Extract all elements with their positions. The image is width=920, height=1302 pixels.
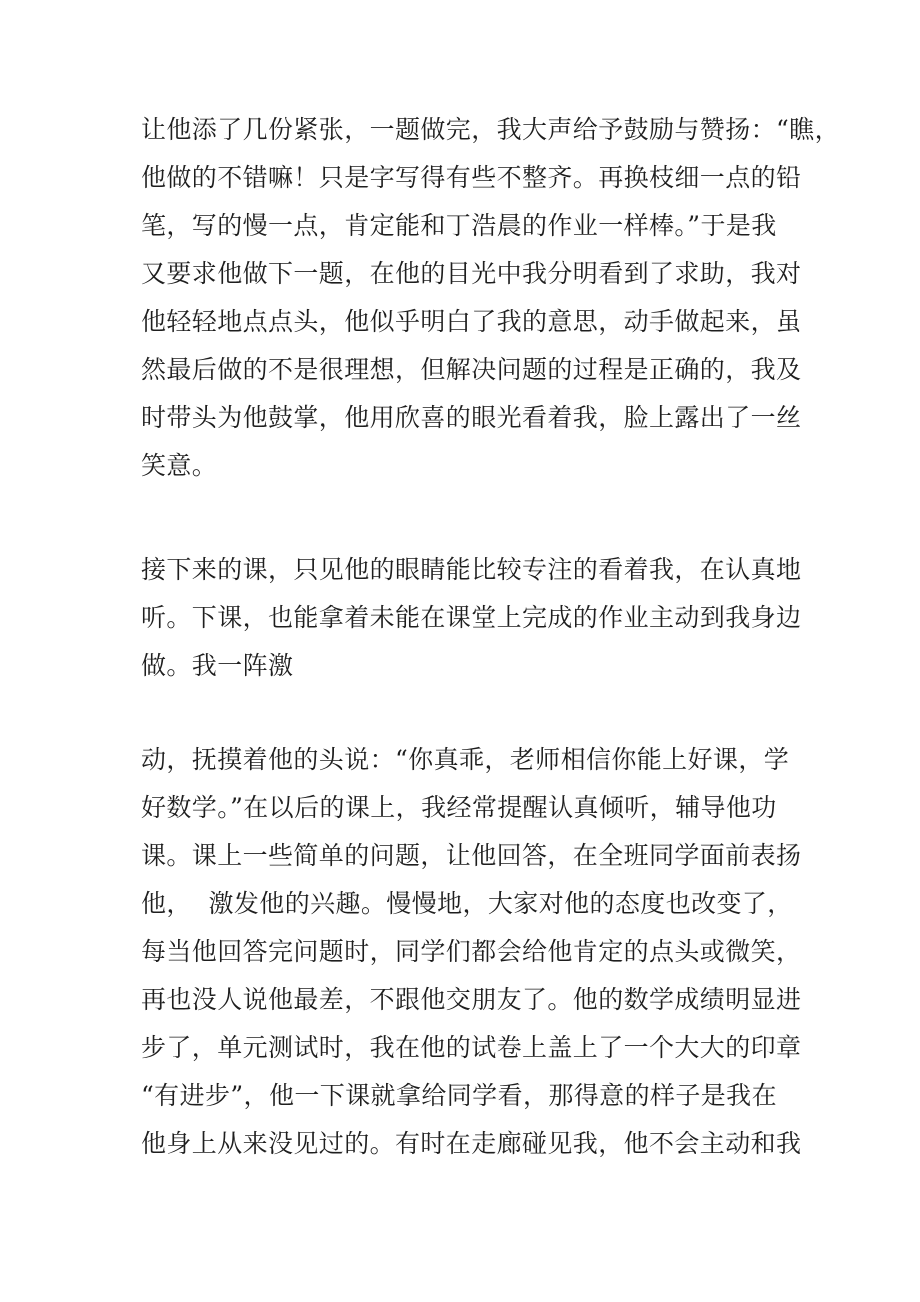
paragraph-3-line-9: 他身上从来没见过的。有时在走廊碰见我，他不会主动和我 bbox=[141, 1129, 802, 1158]
paragraph-2-line-1: 接下来的课，只见他的眼睛能比较专注的看着我，在认真地 bbox=[141, 555, 802, 584]
paragraph-1-line-1: 让他添了几份紧张，一题做完，我大声给予鼓励与赞扬：“瞧， bbox=[141, 115, 840, 144]
paragraph-3-line-1: 动，抚摸着他的头说：“你真乖，老师相信你能上好课，学 bbox=[141, 745, 790, 774]
paragraph-2-line-2: 听。下课，也能拿着未能在课堂上完成的作业主动到我身边 bbox=[141, 603, 802, 632]
paragraph-3-line-2: 好数学。”在以后的课上，我经常提醒认真倾听，辅导他功 bbox=[141, 793, 777, 822]
paragraph-2-line-3: 做。我一阵激 bbox=[141, 651, 294, 680]
paragraph-3-line-7: 步了，单元测试时，我在他的试卷上盖上了一个大大的印章 bbox=[141, 1033, 802, 1062]
paragraph-3-line-8: “有进步”，他一下课就拿给同学看，那得意的样子是我在 bbox=[141, 1081, 777, 1110]
paragraph-1-line-6: 然最后做的不是很理想，但解决问题的过程是正确的，我及 bbox=[141, 355, 802, 384]
paragraph-1-line-5: 他轻轻地点点头，他似乎明白了我的意思，动手做起来，虽 bbox=[141, 307, 802, 336]
paragraph-1-line-4: 又要求他做下一题，在他的目光中我分明看到了求助，我对 bbox=[141, 259, 802, 288]
paragraph-1-line-2: 他做的不错嘛！只是字写得有些不整齐。再换枝细一点的铅 bbox=[141, 163, 802, 192]
paragraph-1-line-7: 时带头为他鼓掌，他用欣喜的眼光看着我，脸上露出了一丝 bbox=[141, 403, 802, 432]
paragraph-3-line-5: 每当他回答完问题时，同学们都会给他肯定的点头或微笑， bbox=[141, 937, 802, 966]
paragraph-3-line-6: 再也没人说他最差，不跟他交朋友了。他的数学成绩明显进 bbox=[141, 985, 802, 1014]
paragraph-3-line-3: 课。课上一些简单的问题，让他回答，在全班同学面前表扬 bbox=[141, 841, 802, 870]
paragraph-1-line-8: 笑意。 bbox=[141, 451, 218, 480]
paragraph-3-line-4: 他， 激发他的兴趣。慢慢地，大家对他的态度也改变了， bbox=[141, 889, 793, 918]
paragraph-1-line-3: 笔，写的慢一点，肯定能和丁浩晨的作业一样棒。”于是我 bbox=[141, 211, 777, 240]
